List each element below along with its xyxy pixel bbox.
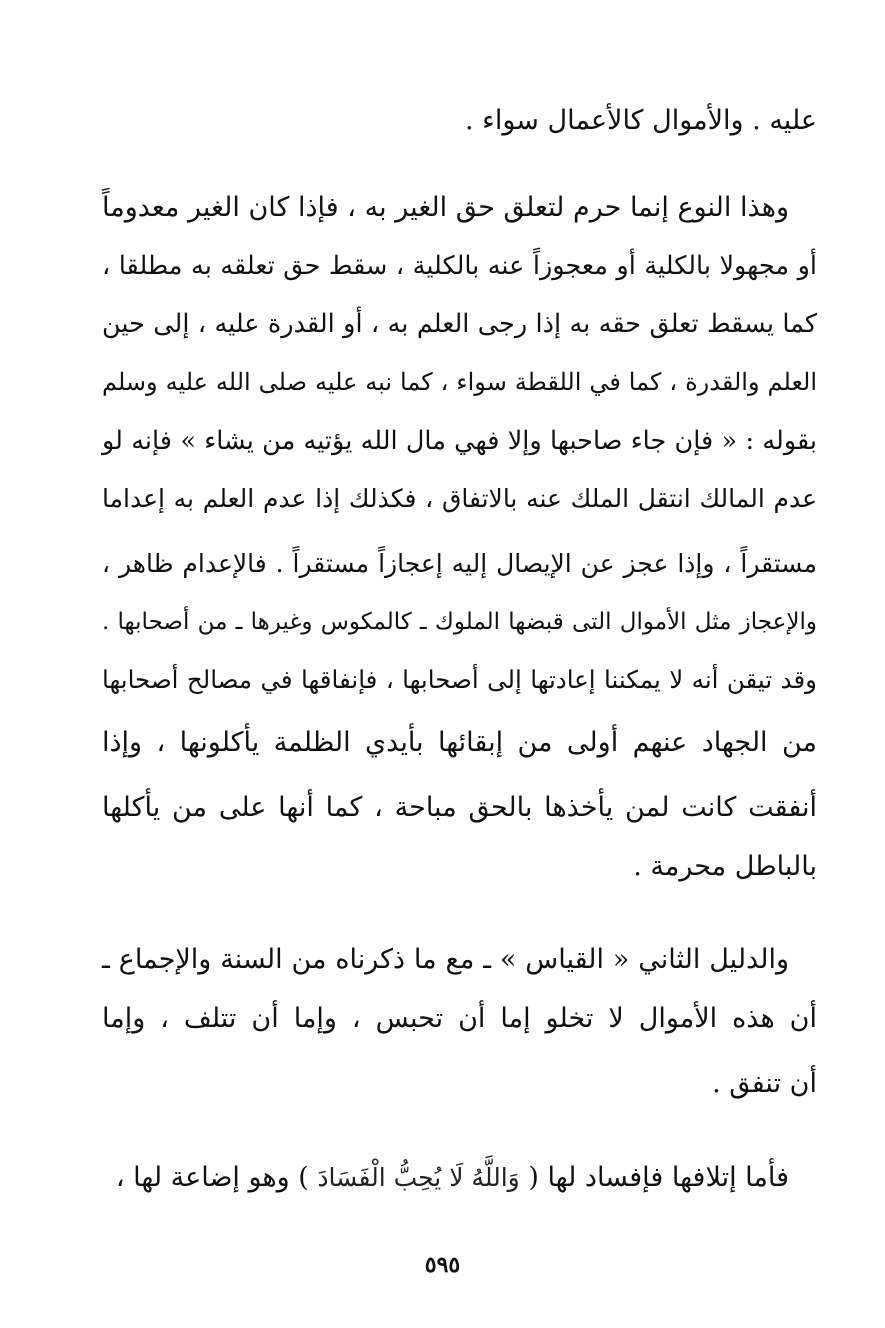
text-segment: ) وهو إضاعة لها ، — [115, 1162, 309, 1193]
text-line: عدم المالك انتقل الملك عنه بالاتفاق ، فكذلك إذا عدم العلم به إعداما — [102, 484, 817, 513]
text-line — [102, 1158, 789, 1198]
text-line: أنفقت كانت لمن يأخذها بالحق مباحة ، كما أنها على من يأكلها — [102, 792, 817, 823]
text-line: أن هذه الأموال لا تخلو إما أن تحبس ، وإما أن تتلف ، وإما — [102, 1003, 817, 1034]
text-line: بالباطل محرمة . — [633, 851, 817, 882]
text-line: بقوله : « فإن جاء صاحبها وإلا فهي مال الله يؤتيه من يشاء » فإنه لو — [102, 426, 817, 456]
text-line: أن تنفق . — [712, 1068, 817, 1099]
text-line: والدليل الثاني « القياس » ـ مع ما ذكرناه من السنة والإجماع ـ — [102, 944, 789, 975]
text-line: وقد تيقن أنه لا يمكننا إعادتها إلى أصحابها ، فإنفاقها في مصالح أصحابها — [102, 665, 817, 694]
text-line: أو مجهولا بالكلية أو معجوزاً عنه بالكلية ، سقط حق تعلقه به مطلقا ، — [102, 251, 817, 281]
text-line: مستقراً ، وإذا عجز عن الإيصال إليه إعجازاً مستقراً . فالإعدام ظاهر ، — [102, 549, 817, 578]
text-line: وهذا النوع إنما حرم لتعلق حق الغير به ، فإذا كان الغير معدوماً — [102, 192, 789, 223]
page-number: ٥٩٥ — [424, 1252, 461, 1278]
text-line: كما يسقط تعلق حقه به إذا رجى العلم به ، أو القدرة عليه ، إلى حين — [102, 309, 817, 339]
text-line: عليه . والأموال كالأعمال سواء . — [464, 105, 817, 136]
text-line: العلم والقدرة ، كما في اللقطة سواء ، كما نبه عليه صلى الله عليه وسلم — [102, 368, 817, 396]
quran-verse: وَاللَّهُ لَا يُحِبُّ الْفَسَادَ — [317, 1163, 520, 1192]
text-line: من الجهاد عنهم أولى من إبقائها بأيدي الظلمة يأكلونها ، وإذا — [102, 727, 817, 758]
text-segment: فأما إتلافها فإفساد لها ( — [528, 1162, 789, 1193]
text-line: والإعجاز مثل الأموال التى قبضها الملوك ـ كالمكوس وغيرها ـ من أصحابها . — [102, 609, 817, 635]
